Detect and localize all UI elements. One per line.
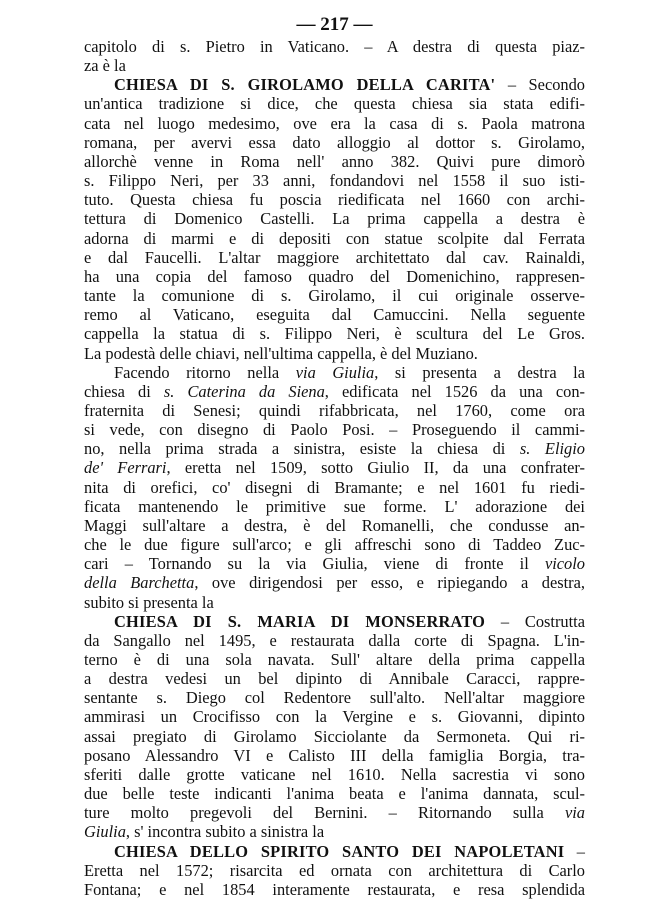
text-segment: Maggi sull'altare a destra, è del Romanelli, che condusse an- bbox=[84, 515, 585, 535]
text-segment: ficata mantenendo le primitive sue forme. L' adorazione dei bbox=[84, 496, 585, 516]
text-segment: tuto. Questa chiesa fu poscia riedificata nel 1660 con archi- bbox=[84, 190, 585, 210]
page-body-text bbox=[84, 37, 585, 899]
text-segment: za è la bbox=[84, 56, 126, 76]
text-line bbox=[84, 190, 585, 209]
italic-place-name: s. Eligio bbox=[519, 439, 585, 459]
text-line bbox=[84, 822, 585, 841]
text-segment: s. Filippo Neri, per 33 anni, fondandovi nel 1558 il suo isti- bbox=[84, 171, 585, 191]
text-line bbox=[84, 497, 585, 516]
italic-place-name: s. Caterina da Siena bbox=[163, 381, 325, 401]
text-segment: cari – Tornando su la via Giulia, viene di fronte il bbox=[84, 554, 545, 574]
church-heading: CHIESA DELLO SPIRITO SANTO DEI NAPOLETANI bbox=[114, 841, 565, 861]
page-number: — 217 — bbox=[296, 14, 373, 35]
text-segment: adorna di marmi e di depositi con statue scolpite dal Ferrata bbox=[84, 228, 585, 248]
text-segment: , s' incontra subito a sinistra la bbox=[125, 822, 325, 842]
text-segment: chiesa di bbox=[84, 381, 164, 401]
text-segment: posano Alessandro VI e Calisto III della famiglia Borgia, tra- bbox=[84, 745, 585, 765]
text-line bbox=[84, 880, 585, 899]
text-line bbox=[84, 707, 585, 726]
text-segment: ammirasi un Crocifisso con la Vergine e s. Giovanni, dipinto bbox=[84, 707, 585, 727]
text-segment: terno è di una sola navata. Sull' altare della prima cappella bbox=[84, 650, 585, 669]
text-line bbox=[84, 401, 585, 420]
italic-place-name: via Giulia bbox=[295, 362, 375, 382]
text-line bbox=[84, 593, 585, 612]
text-segment: no, nella prima strada a sinistra, esiste la chiesa di bbox=[84, 439, 520, 459]
text-segment: che le due figure sull'arco; e gli affreschi sono di Taddeo Zuc- bbox=[84, 535, 585, 555]
text-line bbox=[84, 133, 585, 152]
text-line bbox=[84, 152, 585, 171]
text-line bbox=[84, 229, 585, 248]
text-segment: fraternita di Senesi; quindi rifabbricata, nel 1760, come ora bbox=[84, 400, 585, 420]
text-segment: cata nel luogo medesimo, ove era la casa di s. Paola matrona bbox=[84, 113, 585, 133]
text-segment: Eretta nel 1572; risarcita ed ornata con architettura di Carlo bbox=[84, 860, 585, 880]
text-segment: cappella la statua di s. Filippo Neri, è scultura del Le Gros. bbox=[84, 324, 585, 344]
text-line bbox=[84, 803, 585, 822]
text-line bbox=[84, 478, 585, 497]
text-line bbox=[84, 631, 585, 650]
italic-place-name: della Barchetta bbox=[84, 573, 195, 593]
italic-place-name: Giulia bbox=[84, 822, 126, 842]
text-line bbox=[84, 363, 585, 382]
text-line bbox=[84, 612, 585, 631]
text-segment: un'antica tradizione si dice, che questa chiesa sia stata edifi- bbox=[84, 94, 585, 114]
text-segment: sentante s. Diego col Redentore sull'alto. Nell'altar maggiore bbox=[84, 688, 585, 708]
text-segment: subito si presenta la bbox=[84, 592, 214, 612]
text-segment: Facendo ritorno nella bbox=[114, 362, 296, 382]
text-segment: e dal Faucelli. L'altar maggiore architettato dal cav. Rainaldi, bbox=[84, 247, 585, 267]
text-line bbox=[84, 114, 585, 133]
text-line bbox=[84, 554, 585, 573]
text-segment: sferiti dalle grotte vaticane nel 1610. Nella sacrestia vi sono bbox=[84, 764, 585, 784]
text-segment: tettura di Domenico Castelli. La prima cappella a destra è bbox=[84, 209, 585, 229]
text-line bbox=[84, 75, 585, 94]
text-segment: , edificata nel 1526 da una con- bbox=[324, 381, 585, 401]
text-line bbox=[84, 37, 585, 56]
text-segment: , eretta nel 1509, sotto Giulio II, da una confrater- bbox=[166, 458, 585, 478]
church-heading: CHIESA DI S. GIROLAMO DELLA CARITA' bbox=[114, 75, 496, 95]
text-line bbox=[84, 305, 585, 324]
text-line bbox=[84, 420, 585, 439]
text-line bbox=[84, 439, 585, 458]
text-line bbox=[84, 344, 585, 363]
text-segment: da Sangallo nel 1495, e restaurata dalla corte di Spagna. L'in- bbox=[84, 630, 585, 650]
text-segment: Fontana; e nel 1854 interamente restaurata, e resa splendida bbox=[84, 879, 585, 899]
church-heading: CHIESA DI S. MARIA DI MONSERRATO bbox=[114, 611, 486, 631]
text-line bbox=[84, 94, 585, 113]
text-line bbox=[84, 248, 585, 267]
text-line bbox=[84, 535, 585, 554]
text-line bbox=[84, 727, 585, 746]
text-segment: ture molto pregevoli del Bernini. – Ritornando sulla bbox=[84, 803, 565, 823]
italic-place-name: via bbox=[564, 803, 585, 823]
text-segment: La podestà delle chiavi, nell'ultima cappella, è del Muziano. bbox=[84, 343, 478, 363]
text-segment: si vede, con disegno di Paolo Posi. – Proseguendo il cammi- bbox=[84, 420, 585, 440]
text-segment: – Costrutta bbox=[485, 611, 585, 631]
text-line bbox=[84, 56, 585, 75]
text-segment: romana, per avervi essa dato alloggio al dottor s. Girolamo, bbox=[84, 132, 585, 152]
text-line bbox=[84, 688, 585, 707]
text-segment: assai pregiato di Girolamo Sicciolante da Sermoneta. Qui ri- bbox=[84, 726, 585, 746]
text-segment: – Secondo bbox=[495, 75, 586, 95]
text-segment: a destra vedesi un bel dipinto di Annibale Caracci, rappre- bbox=[84, 669, 585, 689]
text-line bbox=[84, 765, 585, 784]
text-line bbox=[84, 842, 585, 861]
italic-place-name: vicolo bbox=[544, 554, 585, 574]
text-segment: , ove dirigendosi per esso, e ripiegando a destra, bbox=[194, 573, 585, 593]
text-segment: remo al Vaticano, eseguita dal Camuccini. Nella seguente bbox=[84, 305, 585, 325]
text-line bbox=[84, 458, 585, 477]
text-line bbox=[84, 209, 585, 228]
text-line bbox=[84, 382, 585, 401]
text-line bbox=[84, 861, 585, 880]
text-segment: , si presenta a destra la bbox=[374, 362, 585, 382]
text-line bbox=[84, 516, 585, 535]
text-segment: – bbox=[564, 841, 586, 861]
text-line bbox=[84, 171, 585, 190]
text-line bbox=[84, 324, 585, 343]
text-segment: capitolo di s. Pietro in Vaticano. – A destra di questa piaz- bbox=[84, 37, 585, 56]
text-line bbox=[84, 784, 585, 803]
text-line bbox=[84, 650, 585, 669]
text-segment: due belle teste indicanti l'anima beata e l'anima dannata, scul- bbox=[84, 784, 585, 804]
italic-place-name: de' Ferrari bbox=[84, 458, 167, 478]
text-segment: allorchè venne in Roma nell' anno 382. Quivi pure dimorò bbox=[84, 151, 585, 171]
text-segment: tante la comunione di s. Girolamo, il cui originale osserve- bbox=[84, 286, 585, 306]
text-line bbox=[84, 286, 585, 305]
text-segment: ha una copia del famoso quadro del Domenichino, rappresen- bbox=[84, 266, 585, 286]
text-segment: nita di orefici, co' disegni di Bramante; e nel 1601 fu riedi- bbox=[84, 477, 585, 497]
text-line bbox=[84, 267, 585, 286]
text-line bbox=[84, 573, 585, 592]
text-line bbox=[84, 669, 585, 688]
text-line bbox=[84, 746, 585, 765]
